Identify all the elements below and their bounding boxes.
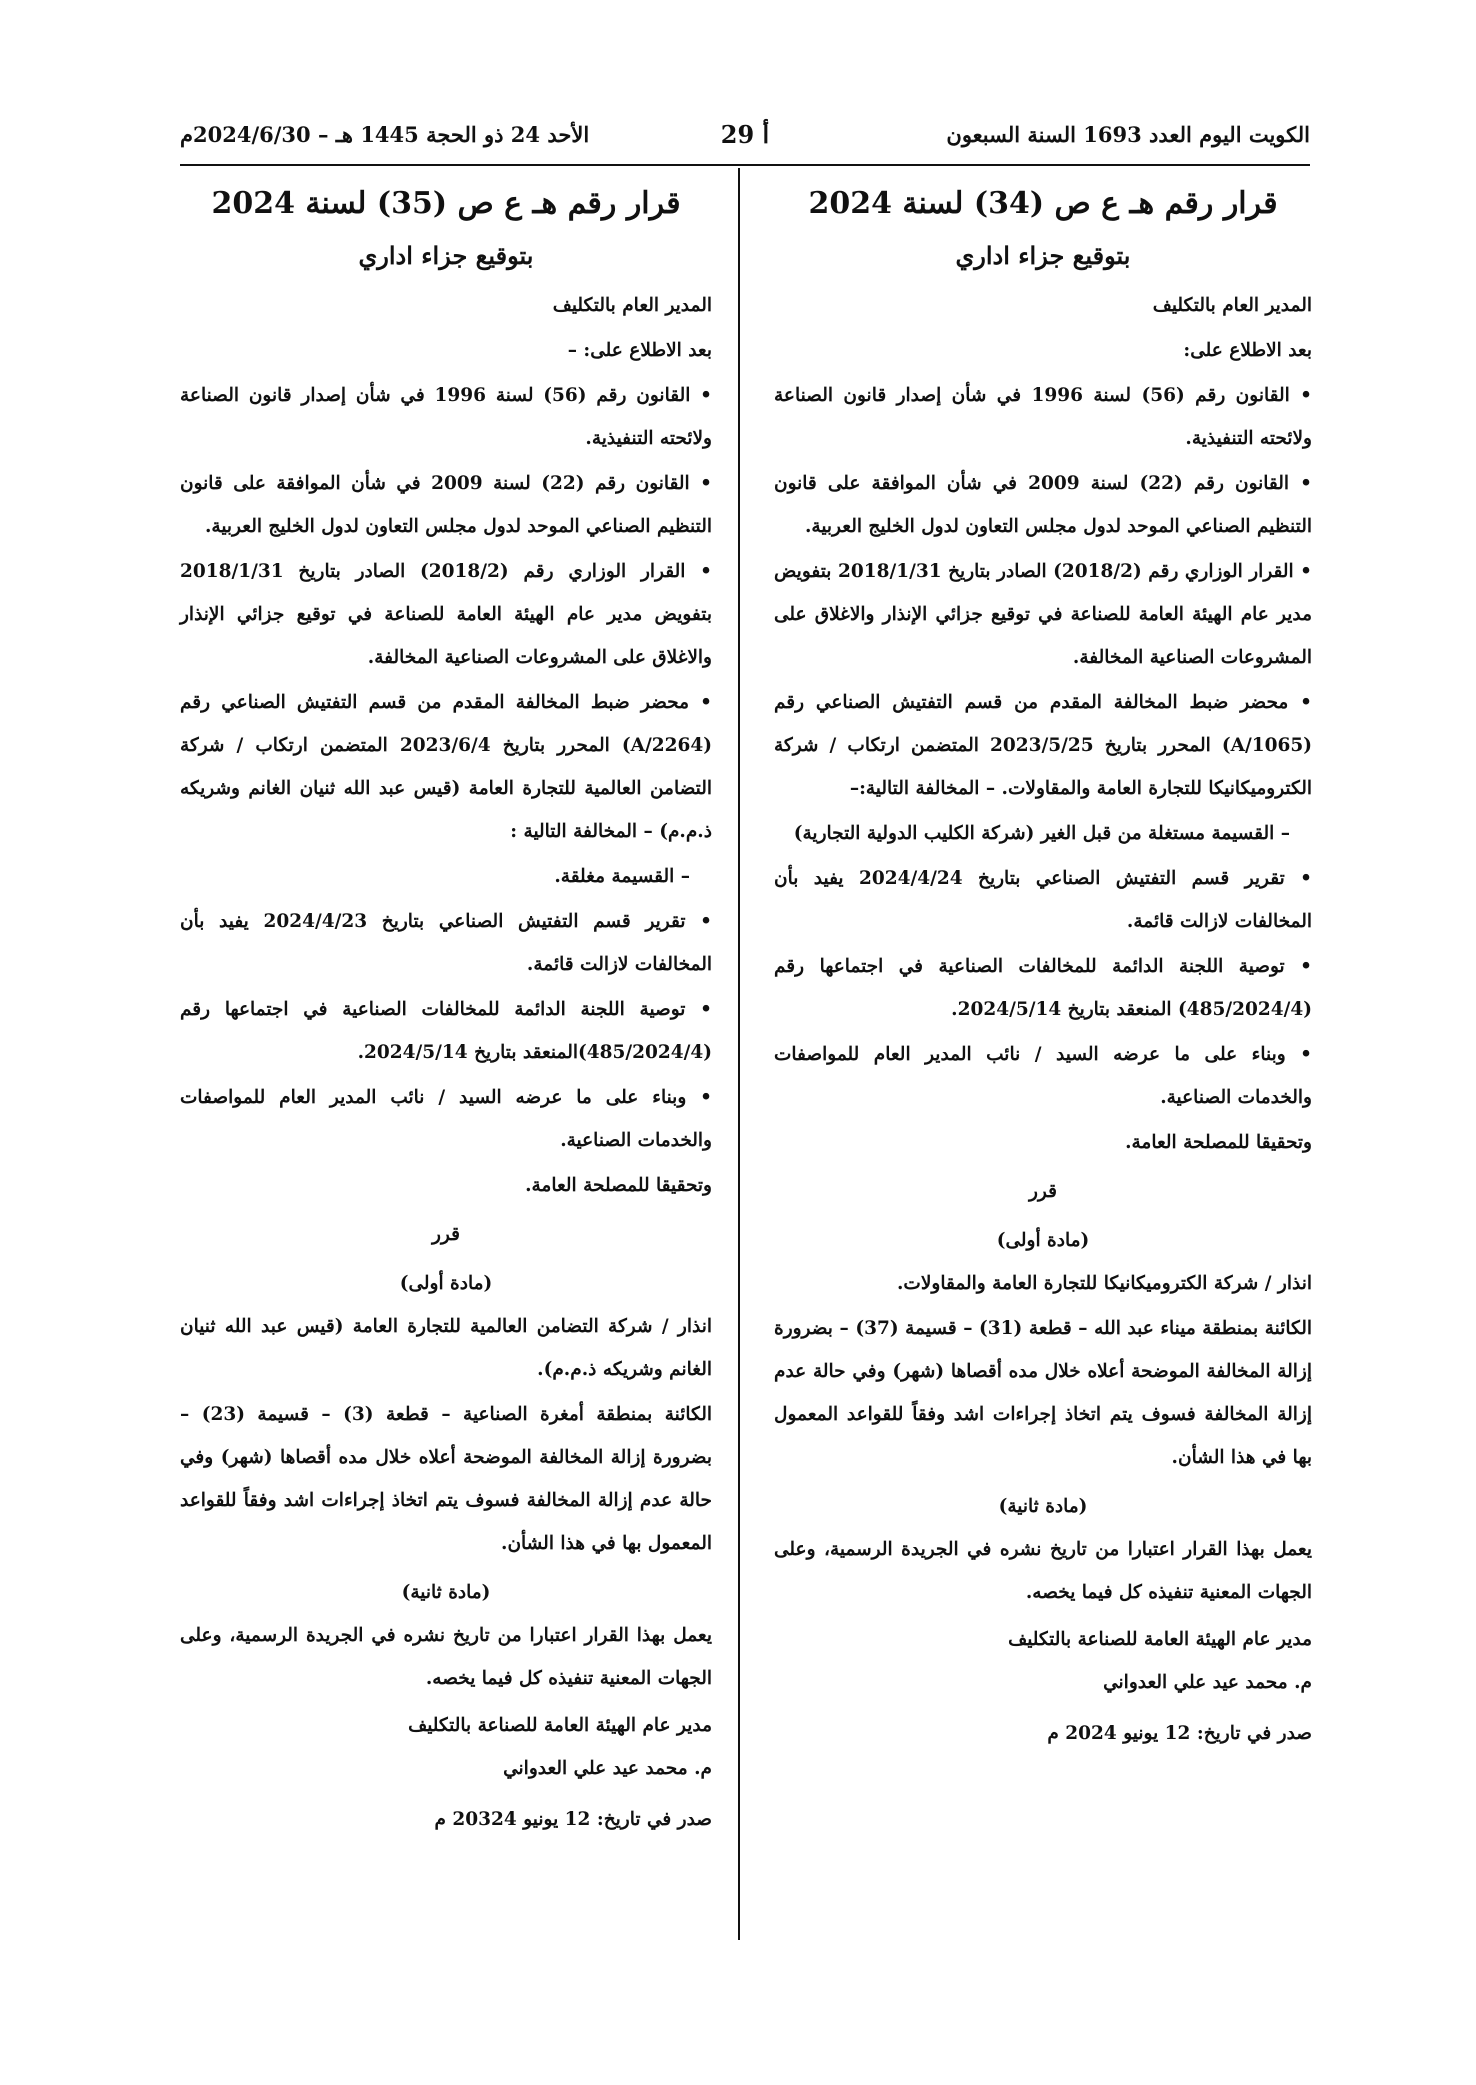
decision-title: قرار رقم هـ ع ص (34) لسنة 2024 [808,186,1278,221]
issue-info: الكويت اليوم العدد 1693 السنة السبعون [946,122,1310,147]
violation-item: – القسيمة مستغلة من قبل الغير (شركة الكليب الدولية التجارية) [793,823,1290,844]
after-review-line: بعد الاطلاع على: [1183,340,1312,361]
preamble-item: • القرار الوزاري رقم (2018/2) الصادر بتاريخ 2018/1/31 بتفويض مدير عام الهيئة العامة للصناعة في توقيع جزائي الإنذار والاغلاق على المشروعات الصناعية المخالفة. [180,561,712,668]
signature-name: م. محمد عيد علي العدواني [1103,1672,1312,1693]
issuer-line: المدير العام بالتكليف [552,295,712,316]
signature-title: مدير عام الهيئة العامة للصناعة بالتكليف [1008,1629,1312,1650]
article-2-text: يعمل بهذا القرار اعتبارا من تاريخ نشره في الجريدة الرسمية، وعلى الجهات المعنية تنفيذه كل فيما يخصه. [774,1539,1312,1603]
preamble-item: • تقرير قسم التفتيش الصناعي بتاريخ 2024/4/23 يفيد بأن المخالفات لازالت قائمة. [180,911,712,975]
article-1-text: الكائنة بمنطقة ميناء عبد الله – قطعة (31) – قسيمة (37) – بضرورة إزالة المخالفة الموضحة أعلاه خلال مده أقصاها (شهر) وفي حالة عدم إزالة المخالفة فسوف يتم اتخاذ إجراءات اشد وفقاً للقواعد المعمول بها في هذا الشأن. [774,1318,1313,1468]
article-1-heading: (مادة أولى) [996,1230,1090,1251]
decision-title: قرار رقم هـ ع ص (35) لسنة 2024 [211,186,681,221]
signature-title: مدير عام الهيئة العامة للصناعة بالتكليف [408,1715,712,1736]
violation-item: – القسيمة مغلقة. [554,866,690,887]
article-1-heading: (مادة أولى) [399,1273,493,1294]
preamble-item: • القانون رقم (56) لسنة 1996 في شأن إصدار قانون الصناعة ولائحته التنفيذية. [774,385,1312,449]
page-header [180,118,1310,158]
preamble-item: • تقرير قسم التفتيش الصناعي بتاريخ 2024/4/24 يفيد بأن المخالفات لازالت قائمة. [774,868,1312,932]
article-1-text: انذار / شركة التضامن العالمية للتجارة العامة (قيس عبد الله ثنيان الغانم وشريكه ذ.م.م). [180,1316,712,1380]
public-interest-line: وتحقيقا للمصلحة العامة. [1125,1132,1312,1153]
preamble-item: • محضر ضبط المخالفة المقدم من قسم التفتيش الصناعي رقم (A/2264) المحرر بتاريخ 2023/6/4 المتضمن ارتكاب / شركة التضامن العالمية للتجارة العامة (قيس عبد الله ثنيان الغانم وشريكه ذ.م.م) – المخالفة التالية : [180,692,712,842]
after-review-line: بعد الاطلاع على: – [567,340,712,361]
article-2-heading: (مادة ثانية) [998,1496,1088,1517]
article-1-text: الكائنة بمنطقة أمغرة الصناعية – قطعة (3) – قسيمة (23) – بضرورة إزالة المخالفة الموضحة أعلاه خلال مده أقصاها (شهر) وفي حالة عدم إزالة المخالفة فسوف يتم اتخاذ إجراءات اشد وفقاً للقواعد المعمول بها في هذا الشأن. [180,1404,713,1554]
decision-subtitle: بتوقيع جزاء اداري [358,241,534,270]
preamble-item: • وبناء على ما عرضه السيد / نائب المدير العام للمواصفات والخدمات الصناعية. [180,1087,712,1151]
article-1-text: انذار / شركة الكتروميكانيكا للتجارة العامة والمقاولات. [896,1273,1312,1294]
preamble-item: • القانون رقم (22) لسنة 2009 في شأن الموافقة على قانون التنظيم الصناعي الموحد لدول مجلس التعاون لدول الخليج العربية. [774,473,1312,537]
header-divider [180,164,1310,166]
preamble-item: • محضر ضبط المخالفة المقدم من قسم التفتيش الصناعي رقم (A/1065) المحرر بتاريخ 2023/5/25 المتضمن ارتكاب / شركة الكتروميكانيكا للتجارة العامة والمقاولات. – المخالفة التالية:– [774,692,1312,799]
public-interest-line: وتحقيقا للمصلحة العامة. [525,1175,712,1196]
issuer-line: المدير العام بالتكليف [1152,295,1312,316]
decision-35-column [180,180,712,1843]
page-number: أ 29 [720,120,770,149]
preamble-item: • القرار الوزاري رقم (2018/2) الصادر بتاريخ 2018/1/31 بتفويض مدير عام الهيئة العامة للصناعة في توقيع جزائي الإنذار والاغلاق على المشروعات الصناعية المخالفة. [774,561,1312,668]
issue-date: الأحد 24 ذو الحجة 1445 هـ – 2024/6/30م [180,122,590,147]
column-divider [738,168,740,1940]
preamble-item: • القانون رقم (22) لسنة 2009 في شأن الموافقة على قانون التنظيم الصناعي الموحد لدول مجلس التعاون لدول الخليج العربية. [180,473,712,537]
signature-name: م. محمد عيد علي العدواني [503,1758,712,1779]
preamble-item: • وبناء على ما عرضه السيد / نائب المدير العام للمواصفات والخدمات الصناعية. [774,1044,1312,1108]
article-2-text: يعمل بهذا القرار اعتبارا من تاريخ نشره في الجريدة الرسمية، وعلى الجهات المعنية تنفيذه كل فيما يخصه. [180,1625,712,1689]
decided-heading: قرر [432,1224,460,1245]
article-2-heading: (مادة ثانية) [401,1582,491,1603]
decided-heading: قرر [1029,1181,1057,1202]
decision-34-column [774,180,1312,1757]
preamble-item: • توصية اللجنة الدائمة للمخالفات الصناعية في اجتماعها رقم (485/2024/4) المنعقد بتاريخ 2024/5/14. [774,956,1312,1020]
preamble-item: • توصية اللجنة الدائمة للمخالفات الصناعية في اجتماعها رقم (485/2024/4)المنعقد بتاريخ 2024/5/14. [180,999,712,1063]
issue-date-line: صدر في تاريخ: 12 يونيو 2024 م [1047,1723,1312,1744]
decision-subtitle: بتوقيع جزاء اداري [955,241,1131,270]
preamble-item: • القانون رقم (56) لسنة 1996 في شأن إصدار قانون الصناعة ولائحته التنفيذية. [180,385,712,449]
issue-date-line: صدر في تاريخ: 12 يونيو 20324 م [434,1809,712,1830]
